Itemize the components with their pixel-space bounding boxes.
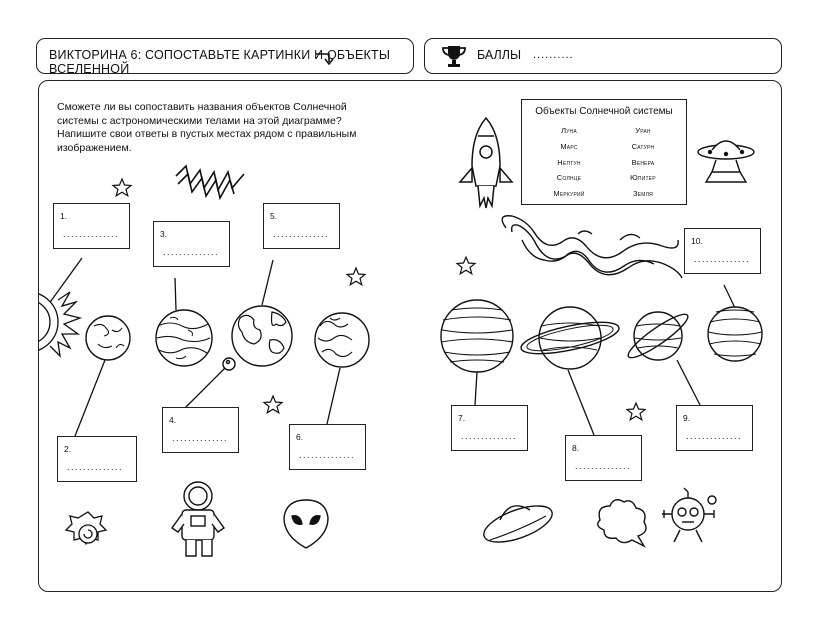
planet-uranus (624, 309, 692, 363)
alien-head-illustration (284, 500, 328, 548)
planet-earth (232, 306, 292, 366)
cloud-illustration (598, 500, 646, 546)
connector-line-3 (175, 278, 176, 310)
planet-jupiter (441, 300, 513, 372)
answer-box-3[interactable] (153, 221, 230, 267)
connector-line-5 (262, 260, 273, 305)
moon-small (223, 358, 235, 370)
quiz-title: ВИКТОРИНА 6: СОПОСТАВЬТЕ КАРТИНКИ И ОБЪЕКТЫ ВСЕЛЕННОЙ (49, 48, 391, 76)
planet-venus (315, 313, 369, 367)
connector-line-10 (724, 285, 735, 308)
answer-blank[interactable]: .............. (694, 254, 751, 264)
answer-blank[interactable]: .............. (63, 229, 120, 239)
answer-number: 3. (160, 229, 168, 239)
answer-box-1[interactable] (53, 203, 130, 249)
list-item: Солнце (556, 173, 582, 183)
answer-number: 7. (458, 413, 466, 423)
connector-line-8 (568, 370, 594, 435)
answer-box-5[interactable] (263, 203, 340, 249)
zigzag-decoration (176, 166, 244, 198)
list-item: Меркурий (553, 189, 585, 199)
nebula-swirl (502, 216, 682, 278)
star-icon (113, 179, 131, 196)
list-item: Нептун (557, 157, 581, 167)
rocket-illustration (460, 118, 512, 208)
connector-line-9 (677, 360, 700, 405)
astronaut-illustration (172, 482, 224, 556)
list-item: Луна (561, 126, 577, 135)
flying-saucer-illustration (479, 499, 556, 550)
score-blank[interactable]: .......... (533, 49, 574, 61)
answer-blank[interactable]: .............. (299, 450, 356, 460)
answer-box-4[interactable] (162, 407, 239, 453)
list-item: Земля (633, 189, 653, 199)
solar-system-list-title: Объекты Солнечной системы (535, 106, 673, 117)
robot-illustration (662, 488, 716, 542)
answer-blank[interactable]: .............. (172, 433, 229, 443)
answer-number: 2. (64, 444, 72, 454)
answer-box-2[interactable] (57, 436, 137, 482)
answer-blank[interactable]: .............. (273, 229, 330, 239)
list-item: Сатурн (631, 141, 655, 151)
answer-box-6[interactable] (289, 424, 366, 470)
planet-neptune (708, 307, 762, 361)
answer-number: 8. (572, 443, 580, 453)
connector-line-4 (185, 368, 225, 408)
answer-number: 6. (296, 432, 304, 442)
list-item: Юпитер (630, 173, 656, 183)
planet-mars (156, 310, 212, 366)
star-icon (347, 268, 365, 285)
answer-blank[interactable]: .............. (67, 462, 124, 472)
answer-blank[interactable]: .............. (163, 247, 220, 257)
list-item: Венера (631, 157, 655, 167)
answer-box-10[interactable] (684, 228, 761, 274)
connector-line-2 (75, 360, 105, 436)
planet-mercury (86, 316, 130, 360)
connector-line-6 (327, 368, 340, 424)
sun-illustration (0, 292, 80, 356)
answer-number: 5. (270, 211, 278, 221)
answer-box-9[interactable] (676, 405, 753, 451)
list-item: Марс (560, 141, 578, 151)
answer-number: 4. (169, 415, 177, 425)
planet-saturn (519, 307, 622, 369)
answer-blank[interactable]: .............. (461, 431, 518, 441)
answer-blank[interactable]: .............. (686, 431, 743, 441)
spiral-star-illustration (66, 512, 106, 544)
ufo-illustration (698, 141, 754, 182)
answer-number: 1. (60, 211, 68, 221)
star-icon (627, 403, 645, 420)
list-item: Уран (635, 126, 651, 135)
answer-box-8[interactable] (565, 435, 642, 481)
instructions-text: Сможете ли вы сопоставить названия объектов Солнечной системы с астрономическими телами на этой диаграмме? Напишите свои ответы в пустых местах рядом с правильным изображением. (57, 101, 357, 154)
answer-box-7[interactable] (451, 405, 528, 451)
score-label: БАЛЛЫ (477, 48, 522, 62)
answer-number: 10. (691, 236, 703, 246)
star-icon (457, 257, 475, 274)
answer-number: 9. (683, 413, 691, 423)
answer-blank[interactable]: .............. (575, 461, 632, 471)
star-icon (264, 396, 282, 413)
connector-line-7 (475, 372, 477, 405)
